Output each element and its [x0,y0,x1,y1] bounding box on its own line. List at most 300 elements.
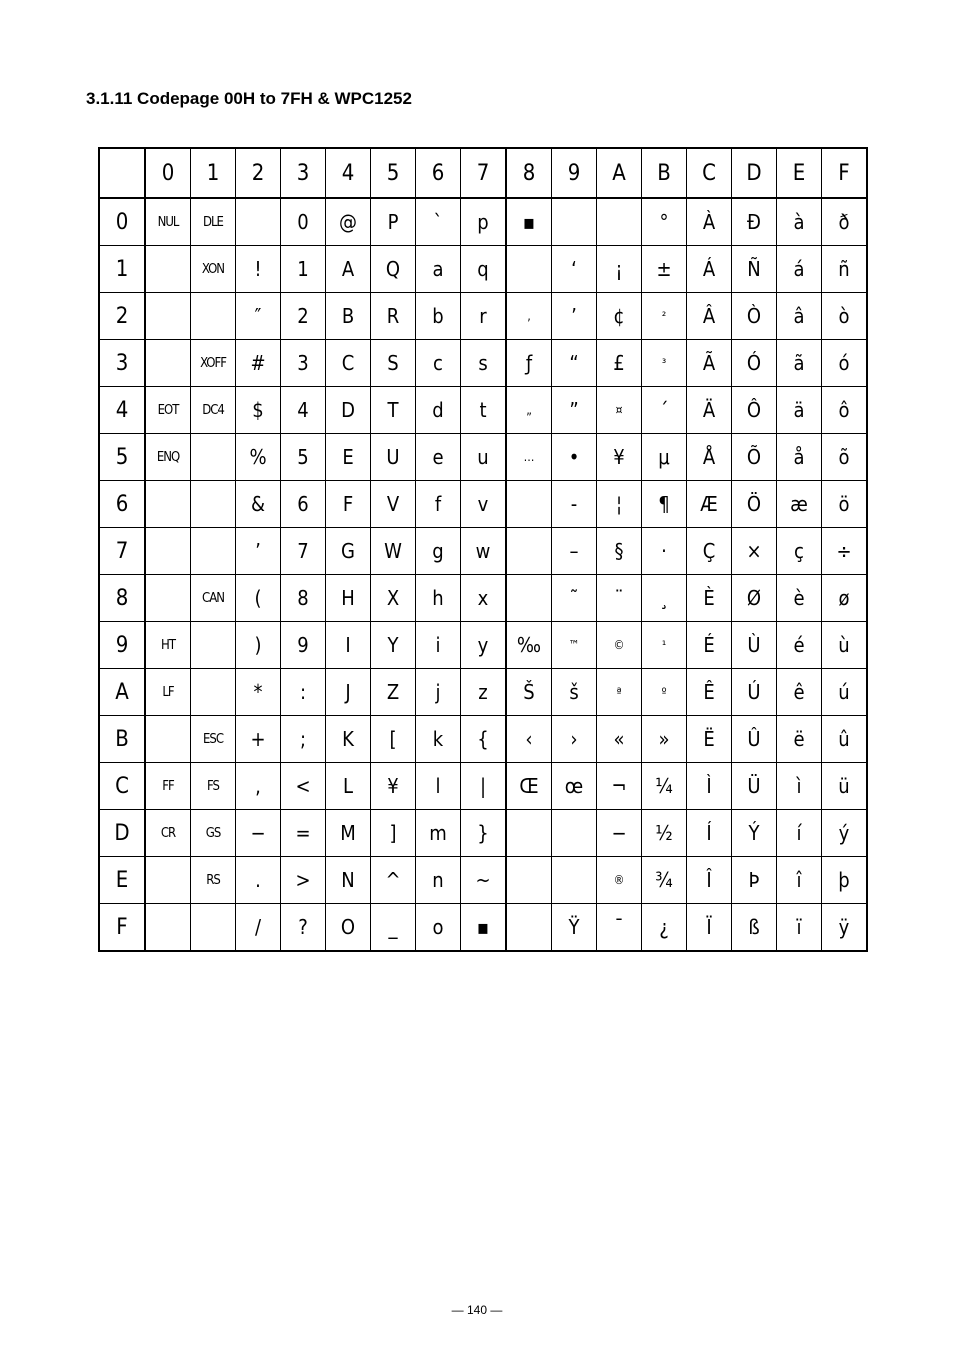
char-cell-45: E [326,434,371,481]
char-cell-68: h [416,575,461,622]
char-cell-ED: í [777,810,822,857]
row-header-D: D [99,810,145,857]
char-cell-07 [145,528,191,575]
char-cell-79: y [461,622,507,669]
char-cell-56: V [371,481,416,528]
char-cell-20 [236,198,281,246]
char-cell-04: EOT [145,387,191,434]
char-cell-A4: ¤ [597,387,642,434]
char-cell-48: H [326,575,371,622]
char-cell-54: T [371,387,416,434]
char-cell-7A: z [461,669,507,716]
char-cell-B7: · [642,528,687,575]
char-cell-D8: Ø [732,575,777,622]
char-cell-2C: , [236,763,281,810]
char-cell-50: P [371,198,416,246]
char-cell-F3: ó [822,340,868,387]
char-cell-35: 5 [281,434,326,481]
row-header-A: A [99,669,145,716]
char-cell-84: „ [506,387,552,434]
char-cell-AD: − [597,810,642,857]
char-cell-64: d [416,387,461,434]
char-cell-CC: Ì [687,763,732,810]
char-cell-DA: Ú [732,669,777,716]
char-cell-B4: ´ [642,387,687,434]
column-header-B: B [642,148,687,198]
char-cell-26: & [236,481,281,528]
char-cell-74: t [461,387,507,434]
char-cell-93: “ [552,340,597,387]
char-cell-D1: Ñ [732,246,777,293]
char-cell-D5: Õ [732,434,777,481]
codepage-table [98,147,868,952]
char-cell-CB: Ë [687,716,732,763]
char-cell-BA: º [642,669,687,716]
char-cell-FB: û [822,716,868,763]
char-cell-63: c [416,340,461,387]
char-cell-CF: Ï [687,904,732,952]
char-cell-43: C [326,340,371,387]
char-cell-86 [506,481,552,528]
column-header-7: 7 [461,148,507,198]
char-cell-6B: k [416,716,461,763]
char-cell-A6: ¦ [597,481,642,528]
row-header-4: 4 [99,387,145,434]
char-cell-B6: ¶ [642,481,687,528]
char-cell-CD: Í [687,810,732,857]
char-cell-7F: ▪ [461,904,507,952]
char-cell-A8: ¨ [597,575,642,622]
table-row [99,246,867,293]
char-cell-4F: O [326,904,371,952]
char-cell-EE: î [777,857,822,904]
char-cell-5B: [ [371,716,416,763]
char-cell-F9: ù [822,622,868,669]
char-cell-DE: Þ [732,857,777,904]
char-cell-7D: } [461,810,507,857]
char-cell-F6: ö [822,481,868,528]
char-cell-06 [145,481,191,528]
char-cell-8C: Œ [506,763,552,810]
char-cell-C8: È [687,575,732,622]
char-cell-10: DLE [191,198,236,246]
char-cell-61: a [416,246,461,293]
char-cell-DD: Ý [732,810,777,857]
char-cell-38: 8 [281,575,326,622]
char-cell-5D: ] [371,810,416,857]
char-cell-30: 0 [281,198,326,246]
column-header-3: 3 [281,148,326,198]
char-cell-DB: Û [732,716,777,763]
char-cell-75: u [461,434,507,481]
char-cell-9B: › [552,716,597,763]
char-cell-0C: FF [145,763,191,810]
char-cell-BB: » [642,716,687,763]
table-row [99,622,867,669]
char-cell-80: ▪ [506,198,552,246]
column-header-1: 1 [191,148,236,198]
char-cell-3B: ; [281,716,326,763]
char-cell-4D: M [326,810,371,857]
char-cell-1D: GS [191,810,236,857]
char-cell-1F [191,904,236,952]
char-cell-FE: þ [822,857,868,904]
table-row [99,716,867,763]
table-row [99,857,867,904]
char-cell-11: XON [191,246,236,293]
char-cell-BD: ½ [642,810,687,857]
char-cell-88 [506,575,552,622]
column-header-F: F [822,148,868,198]
table-row [99,387,867,434]
char-cell-65: e [416,434,461,481]
table-row [99,340,867,387]
table-row [99,669,867,716]
char-cell-D9: Ù [732,622,777,669]
char-cell-13: XOFF [191,340,236,387]
char-cell-E1: á [777,246,822,293]
char-cell-42: B [326,293,371,340]
char-cell-29: ) [236,622,281,669]
char-cell-24: $ [236,387,281,434]
char-cell-FD: ý [822,810,868,857]
char-cell-34: 4 [281,387,326,434]
char-cell-C9: É [687,622,732,669]
char-cell-FC: ü [822,763,868,810]
char-cell-94: ” [552,387,597,434]
char-cell-B3: ³ [642,340,687,387]
row-header-0: 0 [99,198,145,246]
char-cell-31: 1 [281,246,326,293]
table-corner-cell [99,148,145,198]
char-cell-C5: Å [687,434,732,481]
char-cell-85: … [506,434,552,481]
char-cell-E6: æ [777,481,822,528]
char-cell-33: 3 [281,340,326,387]
char-cell-E0: à [777,198,822,246]
char-cell-A5: ¥ [597,434,642,481]
char-cell-6F: o [416,904,461,952]
char-cell-B8: ¸ [642,575,687,622]
char-cell-E5: å [777,434,822,481]
row-header-B: B [99,716,145,763]
char-cell-81 [506,246,552,293]
char-cell-1E: RS [191,857,236,904]
char-cell-8B: ‹ [506,716,552,763]
char-cell-3D: = [281,810,326,857]
char-cell-98: ˜ [552,575,597,622]
char-cell-4E: N [326,857,371,904]
char-cell-90 [552,198,597,246]
char-cell-27: ’ [236,528,281,575]
char-cell-B0: ° [642,198,687,246]
char-cell-21: ! [236,246,281,293]
char-cell-F7: ÷ [822,528,868,575]
char-cell-3F: ? [281,904,326,952]
row-header-8: 8 [99,575,145,622]
char-cell-46: F [326,481,371,528]
char-cell-2A: * [236,669,281,716]
char-cell-4B: K [326,716,371,763]
char-cell-5C: ¥ [371,763,416,810]
char-cell-52: R [371,293,416,340]
char-cell-AB: « [597,716,642,763]
char-cell-05: ENQ [145,434,191,481]
column-header-8: 8 [506,148,552,198]
char-cell-22: ″ [236,293,281,340]
char-cell-AF: ¯ [597,904,642,952]
char-cell-5A: Z [371,669,416,716]
column-header-9: 9 [552,148,597,198]
char-cell-9F: Ÿ [552,904,597,952]
char-cell-92: ’ [552,293,597,340]
char-cell-EF: ï [777,904,822,952]
char-cell-A0 [597,198,642,246]
char-cell-7E: ~ [461,857,507,904]
char-cell-99: ™ [552,622,597,669]
char-cell-A3: £ [597,340,642,387]
char-cell-F4: ô [822,387,868,434]
char-cell-67: g [416,528,461,575]
char-cell-2B: + [236,716,281,763]
char-cell-73: s [461,340,507,387]
char-cell-18: CAN [191,575,236,622]
row-header-1: 1 [99,246,145,293]
char-cell-6C: l [416,763,461,810]
char-cell-F2: ò [822,293,868,340]
char-cell-15 [191,434,236,481]
char-cell-8F [506,904,552,952]
char-cell-8E [506,857,552,904]
column-header-A: A [597,148,642,198]
table-row [99,763,867,810]
char-cell-D7: × [732,528,777,575]
char-cell-91: ‘ [552,246,597,293]
char-cell-C3: Ã [687,340,732,387]
char-cell-D4: Ô [732,387,777,434]
row-header-2: 2 [99,293,145,340]
char-cell-4C: L [326,763,371,810]
char-cell-17 [191,528,236,575]
char-cell-23: # [236,340,281,387]
char-cell-D6: Ö [732,481,777,528]
table-row [99,481,867,528]
column-header-4: 4 [326,148,371,198]
page-number: — 140 — [451,1303,503,1317]
char-cell-A2: ¢ [597,293,642,340]
row-header-9: 9 [99,622,145,669]
char-cell-12 [191,293,236,340]
char-cell-C1: Á [687,246,732,293]
char-cell-AE: ® [597,857,642,904]
char-cell-B2: ² [642,293,687,340]
char-cell-E9: é [777,622,822,669]
char-cell-41: A [326,246,371,293]
char-cell-FA: ú [822,669,868,716]
char-cell-1A [191,669,236,716]
column-header-D: D [732,148,777,198]
char-cell-62: b [416,293,461,340]
char-cell-7C: | [461,763,507,810]
char-cell-87 [506,528,552,575]
char-cell-A9: © [597,622,642,669]
char-cell-5F: _ [371,904,416,952]
char-cell-37: 7 [281,528,326,575]
char-cell-77: w [461,528,507,575]
char-cell-B9: ¹ [642,622,687,669]
char-cell-2E: . [236,857,281,904]
char-cell-60: ` [416,198,461,246]
column-header-6: 6 [416,148,461,198]
char-cell-EB: ë [777,716,822,763]
table-row [99,575,867,622]
row-header-3: 3 [99,340,145,387]
char-cell-8D [506,810,552,857]
char-cell-1C: FS [191,763,236,810]
char-cell-D0: Đ [732,198,777,246]
char-cell-0F [145,904,191,952]
row-header-C: C [99,763,145,810]
char-cell-3E: > [281,857,326,904]
column-header-row [99,148,867,198]
table-row [99,198,867,246]
char-cell-B5: μ [642,434,687,481]
char-cell-BE: ¾ [642,857,687,904]
char-cell-C7: Ç [687,528,732,575]
char-cell-F5: õ [822,434,868,481]
char-cell-C4: Ä [687,387,732,434]
column-header-5: 5 [371,148,416,198]
char-cell-C0: À [687,198,732,246]
row-header-5: 5 [99,434,145,481]
char-cell-FF: ÿ [822,904,868,952]
char-cell-39: 9 [281,622,326,669]
char-cell-66: f [416,481,461,528]
char-cell-F0: ð [822,198,868,246]
column-header-C: C [687,148,732,198]
char-cell-09: HT [145,622,191,669]
char-cell-40: @ [326,198,371,246]
char-cell-F8: ø [822,575,868,622]
char-cell-E2: â [777,293,822,340]
char-cell-AC: ¬ [597,763,642,810]
char-cell-D3: Ó [732,340,777,387]
char-cell-A1: ¡ [597,246,642,293]
column-header-E: E [777,148,822,198]
char-cell-F1: ñ [822,246,868,293]
char-cell-89: ‰ [506,622,552,669]
table-row [99,434,867,481]
char-cell-7B: { [461,716,507,763]
char-cell-0D: CR [145,810,191,857]
char-cell-9A: š [552,669,597,716]
char-cell-A7: § [597,528,642,575]
char-cell-EA: ê [777,669,822,716]
char-cell-E7: ç [777,528,822,575]
char-cell-59: Y [371,622,416,669]
char-cell-44: D [326,387,371,434]
char-cell-51: Q [371,246,416,293]
char-cell-16 [191,481,236,528]
char-cell-83: ƒ [506,340,552,387]
char-cell-25: % [236,434,281,481]
char-cell-03 [145,340,191,387]
char-cell-58: X [371,575,416,622]
column-header-0: 0 [145,148,191,198]
table-row [99,293,867,340]
column-header-2: 2 [236,148,281,198]
char-cell-00: NUL [145,198,191,246]
char-cell-36: 6 [281,481,326,528]
codepage-table-body [99,198,867,951]
section-heading: 3.1.11 Codepage 00H to 7FH & WPC1252 [86,89,412,108]
char-cell-71: q [461,246,507,293]
char-cell-55: U [371,434,416,481]
char-cell-02 [145,293,191,340]
char-cell-32: 2 [281,293,326,340]
char-cell-D2: Ò [732,293,777,340]
char-cell-95: • [552,434,597,481]
row-header-F: F [99,904,145,952]
char-cell-4A: J [326,669,371,716]
char-cell-E8: è [777,575,822,622]
char-cell-82: ‚ [506,293,552,340]
char-cell-28: ( [236,575,281,622]
char-cell-96: - [552,481,597,528]
char-cell-72: r [461,293,507,340]
char-cell-78: x [461,575,507,622]
char-cell-49: I [326,622,371,669]
char-cell-6E: n [416,857,461,904]
char-cell-19 [191,622,236,669]
char-cell-8A: Š [506,669,552,716]
char-cell-6A: j [416,669,461,716]
char-cell-9D [552,810,597,857]
char-cell-9C: œ [552,763,597,810]
char-cell-3A: : [281,669,326,716]
char-cell-AA: ª [597,669,642,716]
table-row [99,810,867,857]
char-cell-BF: ¿ [642,904,687,952]
table-row [99,528,867,575]
codepage-table-container [98,147,868,952]
char-cell-01 [145,246,191,293]
char-cell-53: S [371,340,416,387]
char-cell-57: W [371,528,416,575]
char-cell-3C: < [281,763,326,810]
char-cell-DF: ß [732,904,777,952]
char-cell-14: DC4 [191,387,236,434]
char-cell-DC: Ü [732,763,777,810]
char-cell-BC: ¼ [642,763,687,810]
char-cell-70: p [461,198,507,246]
char-cell-2D: − [236,810,281,857]
char-cell-C2: Â [687,293,732,340]
table-row [99,904,867,952]
char-cell-0B [145,716,191,763]
char-cell-E3: ã [777,340,822,387]
char-cell-69: i [416,622,461,669]
char-cell-08 [145,575,191,622]
char-cell-97: – [552,528,597,575]
char-cell-0A: LF [145,669,191,716]
char-cell-E4: ä [777,387,822,434]
char-cell-47: G [326,528,371,575]
row-header-E: E [99,857,145,904]
char-cell-5E: ^ [371,857,416,904]
char-cell-CA: Ê [687,669,732,716]
char-cell-0E [145,857,191,904]
